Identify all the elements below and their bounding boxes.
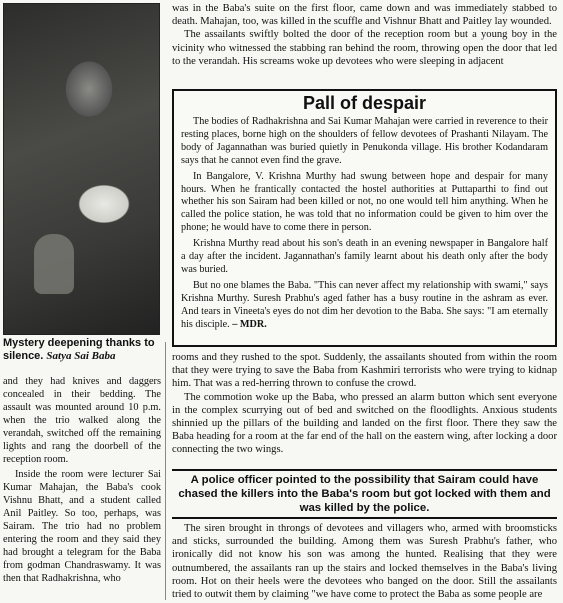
- pall-of-despair-box: [172, 89, 557, 347]
- box-signoff: – MDR.: [229, 318, 267, 330]
- column-rule: [165, 342, 166, 600]
- pull-quote: A police officer pointed to the possibility that Sairam could have chased the killers into the Baba's room but got locked with them and was killed by the police.: [172, 469, 557, 519]
- box-paragraph: In Bangalore, V. Krishna Murthy had swung between hope and despair for many hours. When he frantically contacted the hostel authorities at Puttaparthi to find out whether his son Sairam had been killed or not, no one would tell him anything. When he called the police station, he was told that no information could be given to him over the phone; he would have to come there in person.: [181, 170, 548, 234]
- paragraph: The commotion woke up the Baba, who pressed an alarm button which sent everyone in the complex scurrying out of bed and switched on the floodlights. Anxious students shinnied up the pillars of the building and landed on the first floor. There they saw the Baba heading for a room at the far end of the hall on the eastern wing, after locking a door connecting the two wings.: [172, 391, 557, 456]
- bottom-right-text: [172, 522, 557, 601]
- caption-text: Mystery deepening thanks to silence.: [3, 337, 155, 362]
- box-title: Pall of despair: [302, 93, 427, 113]
- box-paragraph: Krishna Murthy read about his son's death in an evening newspaper in Bangalore half a day after the incident. Jagannathan's family learnt about his death only after the body was buried.: [181, 238, 548, 275]
- box-paragraph-text: But no one blames the Baba. "This can never affect my relationship with swami," says Krishna Murthy. Suresh Prabhu's aged father has a busy routine in the ashram as ever. And tears in Vineeta's eyes do not dim her devotion to the Baba. She says: "I am eternally his disciple.: [181, 279, 548, 330]
- caption-credit: Satya Sai Baba: [46, 350, 116, 362]
- photo-caption: [3, 337, 161, 363]
- paragraph: and they had knives and daggers concealed in their bedding. The assault was mounted around 10 p.m. when the trio walked along the verandah, switched off the remaining lights and rang the doorbell of the reception room.: [3, 376, 161, 465]
- paragraph: The assailants swiftly bolted the door of the reception room but a young boy in the vicinity who witnessed the stabbing ran behind the room, throwing open the door that led to the verandah. His screams woke up devotees who were sleeping in adjacent: [172, 29, 557, 67]
- article-photo: [3, 3, 160, 335]
- mid-right-text: [172, 351, 557, 457]
- paragraph: Inside the room were lecturer Sai Kumar Mahajan, the Baba's cook Vishnu Bhatt, and a student called Anil Paitley. So too, perhaps, was Sairam. The trio had no problem entering the room and they said they had brought a telegram for the Baba from godman Chandraswamy. It was then that Radhakrishna, who: [3, 469, 161, 584]
- box-paragraph: The bodies of Radhakrishna and Sai Kumar Mahajan were carried in reverence to their resting places, borne high on the shoulders of fellow devotees of Prashanti Nilayam. The body of Jagannathan was buried quietly in Penukonda village. His brother Kodandaram says that he cannot even find the grave.: [181, 116, 548, 166]
- left-column-text: [3, 375, 161, 585]
- paragraph: rooms and they rushed to the spot. Suddenly, the assailants shouted from within the room that they were trying to save the Baba from Kashmiri terrorists who were trying to kidnap him. That was a red-herring thrown to confuse the crowd.: [172, 352, 557, 390]
- paragraph: The siren brought in throngs of devotees and villagers who, armed with broomsticks and sticks, surrounded the building. Among them was Suresh Prabhu's father, who ironically did not know his son was among the hunted. Realising that they were outnumbered, the assailants ran up the stairs and locked themselves in the Baba's living room. Hot on their heels were the devotees who banged on the door. Still the assailants tried to outwit them by claiming "we have come to protect the Baba as some people are: [172, 523, 557, 601]
- top-right-text: [172, 2, 557, 68]
- paragraph: was in the Baba's suite on the first floor, came down and was immediately stabbed to death. Mahajan, too, was killed in the scuffle and Vishnur Bhatt and Paitley lay wounded.: [172, 3, 557, 28]
- box-paragraph-last: [181, 280, 548, 332]
